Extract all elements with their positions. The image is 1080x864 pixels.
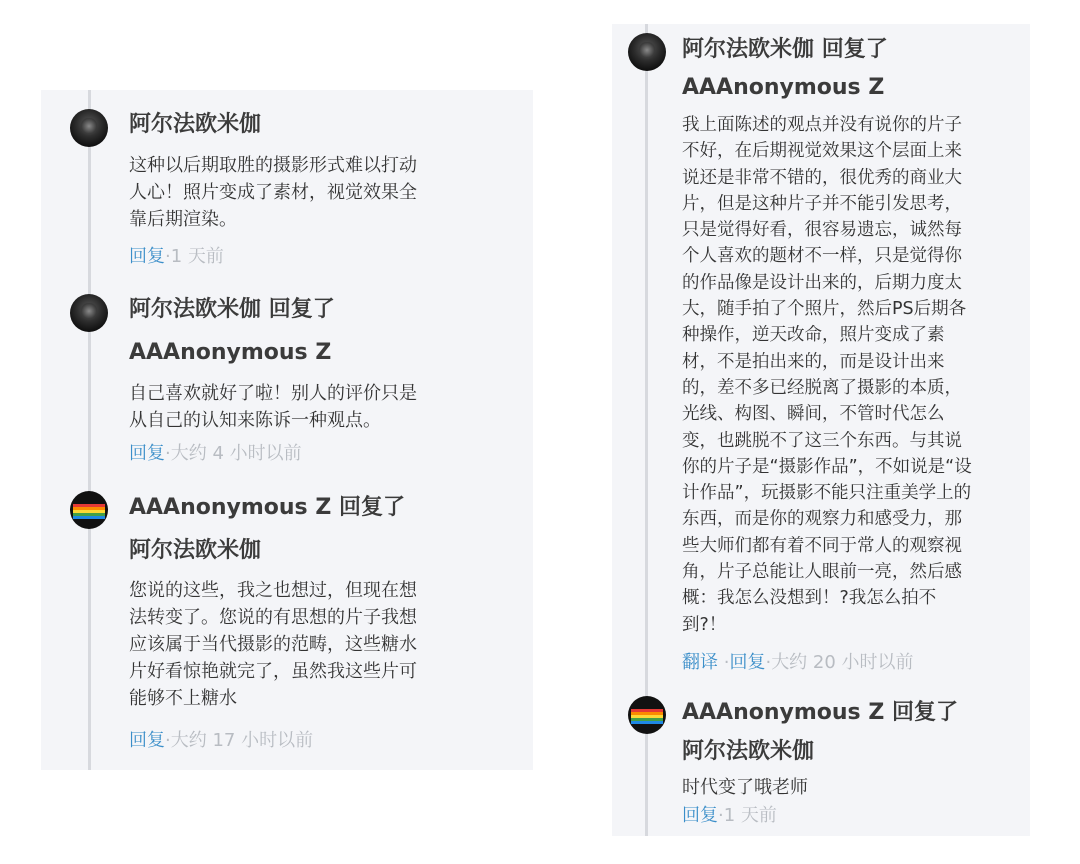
comment-thread-left	[41, 90, 533, 770]
comment-author[interactable]: 阿尔法欧米伽	[682, 37, 815, 62]
reply-link[interactable]: 回复	[682, 805, 718, 826]
comment-author[interactable]: AAAnonymous Z	[129, 495, 332, 520]
translate-link[interactable]: 翻译	[682, 652, 718, 673]
comment-item	[41, 480, 533, 770]
comment-author[interactable]: AAAnonymous Z	[682, 700, 885, 725]
comment-item	[41, 280, 533, 480]
replied-to-label: 回复了	[891, 700, 958, 725]
comment-item	[41, 90, 533, 280]
rainbow-stripes-avatar[interactable]	[628, 696, 666, 734]
comment-item	[612, 694, 1030, 836]
replied-to-label: 回复了	[338, 495, 405, 520]
dark-figure-avatar[interactable]	[70, 294, 108, 332]
comment-time: 大约 4 小时以前	[170, 443, 302, 464]
comment-meta: 翻译 ·回复·大约 20 小时以前	[682, 652, 914, 673]
reply-link[interactable]: 回复	[129, 443, 165, 464]
comment-meta: 回复·1 天前	[682, 805, 777, 826]
comment-body: 自己喜欢就好了啦！别人的评价只是 从自己的认知来陈诉一种观点。	[129, 383, 417, 431]
replied-to-label: 回复了	[268, 297, 335, 322]
comment-time: 大约 20 小时以前	[771, 652, 914, 673]
comment-meta: 回复·1 天前	[129, 246, 224, 267]
comment-time: 1 天前	[170, 246, 224, 267]
comment-time: 大约 17 小时以前	[170, 730, 314, 751]
comment-time: 1 天前	[723, 805, 777, 826]
comment-item	[612, 24, 1030, 694]
comment-body: 我上面陈述的观点并没有说你的片子 不好，在后期视觉效果这个层面上来 说还是非常不错的，很优秀的商业大 片，但是这种片子并不能引发思考， 只是觉得好看，很容易遗忘，诚然每 个人喜欢的题材不一样，只是觉得你 的作品像是设计出来的，后期力度太 大，随手拍了个照片，然后PS后期各 种操作，逆天改命，照片变成了素 材，不是拍出来的，而是设计出来 的，差不多已经脱离了摄影的本质， 光线、构图、瞬间，不管时代怎么 变，也跳脱不了这三个东西。与其说 你的片子是“摄影作品”，不如说是“设 计作品”，玩摄影不能只注重美学上的 东西，而是你的观察力和感受力，那 些大师们都有着不同于常人的观察视 角，片子总能让人眼前一亮，然后感 概：我怎么没想到！?我怎么拍不 到?！	[682, 115, 972, 635]
comment-meta: 回复·大约 17 小时以前	[129, 730, 314, 751]
reply-target-name[interactable]: 阿尔法欧米伽	[129, 538, 262, 563]
reply-link[interactable]: 回复	[129, 246, 165, 267]
comment-author[interactable]: 阿尔法欧米伽	[129, 297, 262, 322]
comment-body: 时代变了哦老师	[682, 777, 808, 798]
comment-thread-right	[612, 24, 1030, 836]
comment-meta: 回复·大约 4 小时以前	[129, 443, 302, 464]
comment-body: 您说的这些，我之也想过，但现在想 法转变了。您说的有思想的片子我想 应该属于当代摄影的范畴，这些糖水 片好看惊艳就完了，虽然我这些片可 能够不上糖水	[129, 580, 417, 709]
reply-target-name[interactable]: 阿尔法欧米伽	[682, 739, 815, 764]
reply-link[interactable]: 回复	[729, 652, 766, 673]
rainbow-stripes-avatar[interactable]	[70, 491, 108, 529]
reply-target-name[interactable]: AAAnonymous Z	[682, 75, 885, 100]
comment-author[interactable]: 阿尔法欧米伽	[129, 112, 262, 137]
dark-figure-avatar[interactable]	[628, 33, 666, 71]
replied-to-label: 回复了	[821, 37, 888, 62]
comment-body: 这种以后期取胜的摄影形式难以打动 人心！照片变成了素材，视觉效果全 靠后期渲染。	[129, 155, 417, 230]
reply-target-name[interactable]: AAAnonymous Z	[129, 340, 332, 365]
dark-figure-avatar[interactable]	[70, 109, 108, 147]
reply-link[interactable]: 回复	[129, 730, 165, 751]
